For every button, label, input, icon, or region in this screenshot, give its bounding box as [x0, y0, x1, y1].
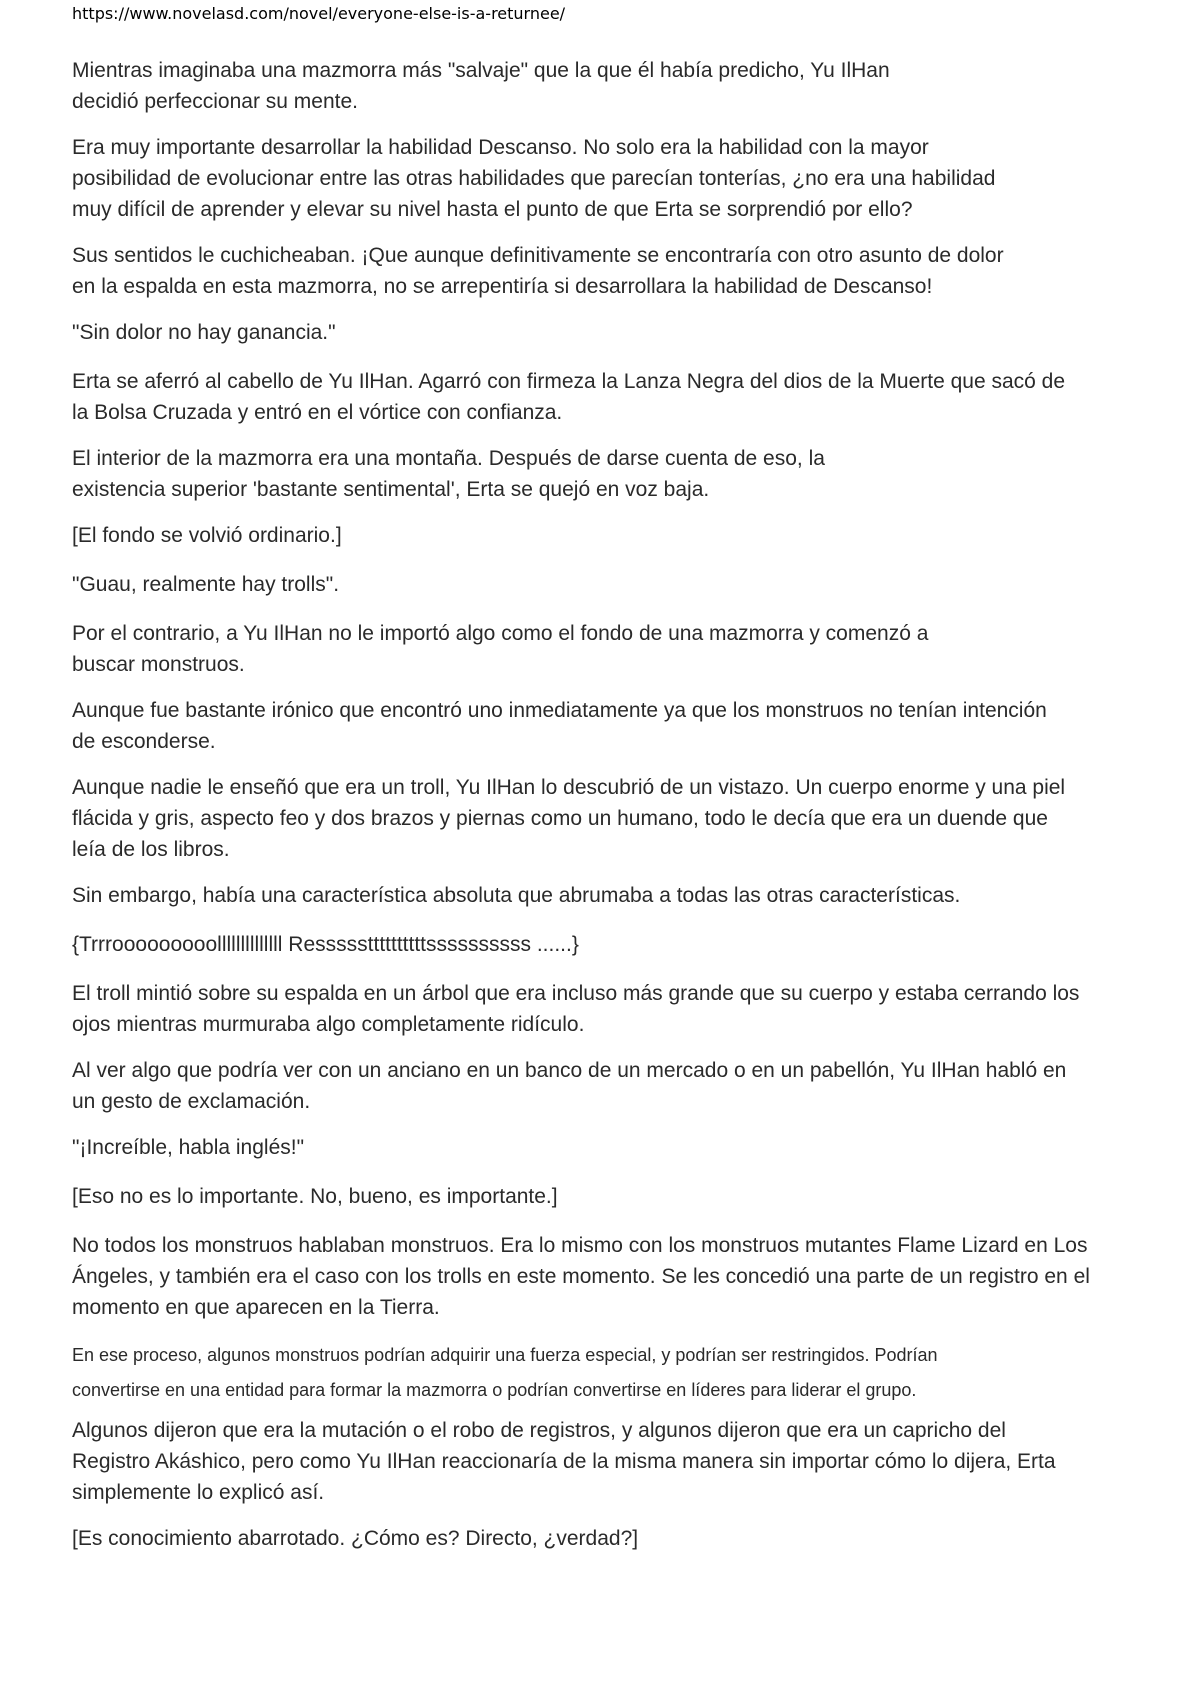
paragraph-6: El interior de la mazmorra era una montaña. Después de darse cuenta de eso, la existencia superior 'bastante sentimental', Erta se quejó en voz baja.: [72, 447, 825, 501]
paragraph-15: Al ver algo que podría ver con un anciano en un banco de un mercado o en un pabellón, Yu IlHan habló en un gesto de exclamación.: [72, 1059, 1067, 1113]
paragraph-16: "¡Increíble, habla inglés!": [72, 1136, 305, 1159]
paragraph-11: Aunque nadie le enseñó que era un troll, Yu IlHan lo descubrió de un vistazo. Un cuerpo enorme y una piel flácida y gris, aspecto feo y dos brazos y piernas como un humano, todo le decía que era un duende que leía de los libros.: [72, 776, 1066, 861]
paragraph-1: Mientras imaginaba una mazmorra más "salvaje" que la que él había predicho, Yu IlHan decidió perfeccionar su mente.: [72, 59, 890, 113]
paragraph-21: [Es conocimiento abarrotado. ¿Cómo es? Directo, ¿verdad?]: [72, 1527, 639, 1550]
paragraph-13: {Trrrooooooooollllllllllllll Resssssttttttttttssssssssss ......}: [72, 933, 579, 956]
paragraph-3: Sus sentidos le cuchicheaban. ¡Que aunque definitivamente se encontraría con otro asunto de dolor en la espalda en esta mazmorra, no se arrepentiría si desarrollara la habilidad de Descanso!: [72, 244, 1004, 298]
paragraph-5: Erta se aferró al cabello de Yu IlHan. Agarró con firmeza la Lanza Negra del dios de la Muerte que sacó de la Bolsa Cruzada y entró en el vórtice con confianza.: [72, 370, 1066, 424]
chapter-text: [72, 55, 1132, 1569]
paragraph-2: Era muy importante desarrollar la habilidad Descanso. No solo era la habilidad con la mayor posibilidad de evolucionar entre las otras habilidades que parecían tonterías, ¿no era una habilidad muy difícil de aprender y elevar su nivel hasta el punto de que Erta se sorprendió por ello?: [72, 136, 996, 221]
paragraph-14: El troll mintió sobre su espalda en un árbol que era incluso más grande que su cuerpo y estaba cerrando los ojos mientras murmuraba algo completamente ridículo.: [72, 982, 1080, 1036]
paragraph-12: Sin embargo, había una característica absoluta que abrumaba a todas las otras características.: [72, 884, 961, 907]
paragraph-10: Aunque fue bastante irónico que encontró uno inmediatamente ya que los monstruos no tenían intención de esconderse.: [72, 699, 1047, 753]
paragraph-9: Por el contrario, a Yu IlHan no le importó algo como el fondo de una mazmorra y comenzó a buscar monstruos.: [72, 622, 929, 676]
paragraph-7: [El fondo se volvió ordinario.]: [72, 524, 342, 547]
paragraph-17: [Eso no es lo importante. No, bueno, es importante.]: [72, 1185, 558, 1208]
paragraph-8: "Guau, realmente hay trolls".: [72, 573, 340, 596]
paragraph-19: En ese proceso, algunos monstruos podrían adquirir una fuerza especial, y podrían ser restringidos. Podrían convertirse en una entidad para formar la mazmorra o podrían convertirse en líderes para liderar el grupo.: [72, 1345, 938, 1400]
paragraph-4: "Sin dolor no hay ganancia.": [72, 321, 336, 344]
paragraph-18: No todos los monstruos hablaban monstruos. Era lo mismo con los monstruos mutantes Flame Lizard en Los Ángeles, y también era el caso con los trolls en este momento. Se les concedió una parte de un registro en el momento en que aparecen en la Tierra.: [72, 1234, 1090, 1319]
paragraph-20: Algunos dijeron que era la mutación o el robo de registros, y algunos dijeron que era un capricho del Registro Akáshico, pero como Yu IlHan reaccionaría de la misma manera sin importar cómo lo dijera, Erta simplemente lo explicó así.: [72, 1419, 1056, 1504]
source-url[interactable]: https://www.novelasd.com/novel/everyone-else-is-a-returnee/: [72, 4, 566, 23]
